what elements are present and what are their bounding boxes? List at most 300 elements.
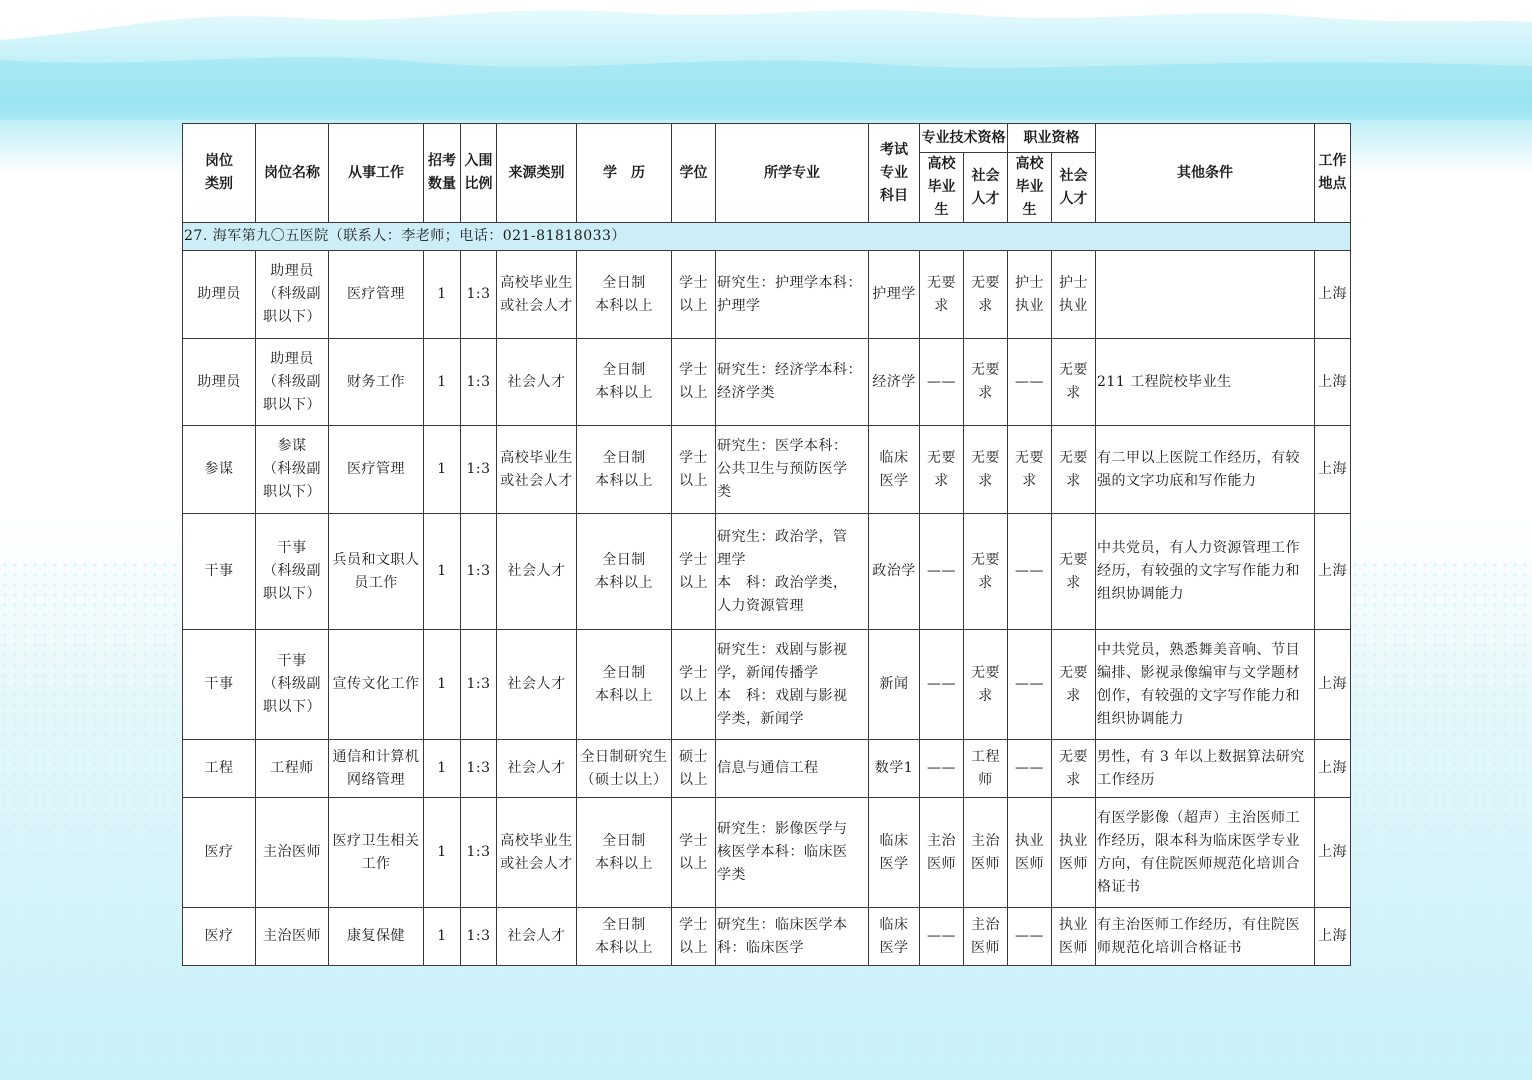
- cell-tech-social: [964, 630, 1008, 740]
- cell-line: 执业: [1015, 832, 1044, 849]
- cell-line: 研究生：临床医学本: [717, 916, 848, 933]
- cell-line: 学士: [679, 832, 708, 849]
- cell-exam: [869, 798, 920, 908]
- cell-name: [256, 908, 329, 966]
- cell-other: [1096, 251, 1315, 339]
- cell-job-social: [1052, 630, 1096, 740]
- cell-job-social: [1052, 740, 1096, 798]
- cell-line: 以上: [679, 297, 708, 314]
- cell-work: [329, 798, 424, 908]
- cell-line: 主治: [927, 832, 956, 849]
- cell-line: 临床: [879, 916, 909, 933]
- cell-line: 或社会人才: [500, 855, 573, 872]
- cell-job-social: [1052, 339, 1096, 426]
- cell-line: 中共党员，有人力资源管理工作: [1097, 540, 1300, 556]
- cell-line: 学士: [679, 664, 708, 681]
- cell-line: 无要求: [971, 449, 1000, 489]
- cell-ratio: 1:3: [461, 740, 497, 798]
- cell-line: 学士: [679, 916, 708, 933]
- cell-line: 格证书: [1097, 878, 1141, 895]
- cell-line: 学士: [679, 274, 708, 291]
- cell-tech-social: [964, 798, 1008, 908]
- cell-tech-grad: [920, 630, 964, 740]
- cell-line: 医师: [927, 855, 956, 872]
- cell-line: 男性，有 3 年以上数据算法研究: [1097, 748, 1305, 765]
- cell-line: 高校毕业生: [500, 449, 573, 466]
- cell-line: 或社会人才: [500, 472, 573, 489]
- cell-degree: [672, 514, 716, 630]
- cell-line: 职以下）: [263, 309, 321, 325]
- header-tech-grad: 高校 毕业生: [920, 153, 964, 223]
- cell-exam: [869, 630, 920, 740]
- cell-line: 医师: [1059, 855, 1088, 872]
- cell-source: [497, 908, 577, 966]
- cell-line: 数学1: [874, 760, 914, 776]
- cell-line: 本科以上: [595, 574, 653, 591]
- cell-line: 无要求: [971, 362, 1000, 401]
- cell-line: 编排、影视录像编审与文学题材: [1097, 664, 1300, 681]
- cell-major: [716, 251, 869, 339]
- cell-degree: [672, 740, 716, 798]
- cell-exam: [869, 339, 920, 426]
- header-job-grad: 高校 毕业生: [1008, 153, 1052, 223]
- cell-line: 无要: [971, 664, 1000, 681]
- cell-line: 全日制: [602, 362, 646, 378]
- cell-line: ——: [927, 760, 956, 776]
- cell-exam: [869, 426, 920, 514]
- cell-line: 或社会人才: [500, 297, 573, 314]
- cell-line: 科：临床医学: [717, 939, 804, 956]
- cell-work: [329, 251, 424, 339]
- cell-line: 无要求: [1059, 664, 1088, 704]
- cell-line: 经济学: [872, 373, 916, 390]
- cell-line: 工作经历: [1097, 771, 1155, 788]
- cell-work: [329, 426, 424, 514]
- cell-count: 1: [424, 740, 461, 798]
- cell-job-grad: [1008, 740, 1052, 798]
- cell-line: 以上: [679, 472, 708, 489]
- cell-line: 211 工程院校毕业生: [1097, 373, 1232, 390]
- cell-line: 工作: [361, 855, 391, 872]
- cell-job-grad: [1008, 798, 1052, 908]
- recruitment-table-container: [182, 123, 1350, 966]
- cell-education: [577, 798, 672, 908]
- cell-line: 硕士: [679, 748, 708, 765]
- cell-major: [716, 630, 869, 740]
- cell-line: 护士: [1015, 274, 1044, 291]
- cell-line: 社会人才: [507, 373, 566, 390]
- cell-job-social: [1052, 251, 1096, 339]
- cell-job-grad: [1008, 630, 1052, 740]
- header-education: 学 历: [577, 124, 672, 223]
- cell-line: 无要求: [971, 274, 1000, 314]
- cell-degree: [672, 630, 716, 740]
- cell-line: 信息与通信工程: [717, 760, 819, 776]
- cell-job-grad: [1008, 514, 1052, 630]
- cell-work: [329, 514, 424, 630]
- cell-line: 本科以上: [595, 687, 653, 704]
- cell-tech-grad: [920, 514, 964, 630]
- table-row: [183, 514, 1351, 630]
- cell-category: 助理员: [183, 339, 256, 426]
- cell-name: [256, 630, 329, 740]
- cell-source: [497, 630, 577, 740]
- cell-line: 本 科：戏剧与影视: [717, 687, 848, 704]
- cell-education: [577, 740, 672, 798]
- cell-exam: [869, 514, 920, 630]
- cell-education: [577, 251, 672, 339]
- cell-line: 组织协调能力: [1097, 586, 1184, 602]
- cell-line: 方向，有住院医师规范化培训合: [1097, 855, 1300, 872]
- cell-line: 通信和计算机: [332, 748, 420, 765]
- cell-other: [1096, 426, 1315, 514]
- header-work: 从事工作: [329, 124, 424, 223]
- cell-line: 干事: [277, 653, 307, 669]
- cell-line: 作经历，限本科为临床医学专业: [1097, 832, 1300, 849]
- header-source: 来源类别: [497, 124, 577, 223]
- cell-major: [716, 514, 869, 630]
- cell-name: [256, 251, 329, 339]
- cell-line: 临床: [879, 832, 909, 849]
- cell-line: 新闻: [879, 676, 909, 692]
- cell-degree: [672, 908, 716, 966]
- cell-line: 学士: [679, 551, 708, 568]
- cell-line: 主治医师: [263, 844, 321, 860]
- header-major: 所学专业: [716, 124, 869, 223]
- cell-line: 本科以上: [595, 385, 653, 401]
- cell-line: 中共党员，熟悉舞美音响、节目: [1097, 641, 1300, 658]
- cell-degree: [672, 251, 716, 339]
- cell-source: [497, 251, 577, 339]
- cell-category: 参谋: [183, 426, 256, 514]
- cell-job-social: [1052, 798, 1096, 908]
- cell-line: 经济学类: [717, 385, 775, 401]
- cell-line: （硕士以上）: [580, 771, 668, 788]
- cell-education: [577, 908, 672, 966]
- cell-line: 强的文字功底和写作能力: [1097, 472, 1257, 489]
- cell-line: （科级副: [263, 373, 321, 390]
- cell-line: 执业: [1015, 297, 1044, 314]
- cell-line: 职以下）: [263, 396, 321, 413]
- cell-line: 社会人才: [507, 676, 566, 692]
- cell-line: 学类: [717, 867, 746, 883]
- cell-line: 社会人才: [507, 563, 566, 579]
- cell-line: 全日制: [602, 551, 646, 568]
- cell-line: 护理学: [872, 286, 916, 302]
- cell-line: 全日制: [602, 274, 646, 291]
- cell-line: 核医学本科：临床医: [717, 844, 848, 860]
- cell-line: 临床: [879, 449, 909, 466]
- cell-line: 以上: [679, 771, 708, 788]
- cell-job-grad: [1008, 426, 1052, 514]
- cell-line: 理学: [717, 551, 746, 568]
- cell-degree: [672, 798, 716, 908]
- cell-line: ——: [927, 928, 956, 944]
- cell-line: 财务工作: [347, 373, 405, 390]
- cell-source: [497, 798, 577, 908]
- cell-line: 全日制: [602, 449, 646, 466]
- cell-count: 1: [424, 339, 461, 426]
- cell-count: 1: [424, 630, 461, 740]
- cell-line: （科级副: [263, 563, 321, 579]
- cell-location: 上海: [1315, 908, 1351, 966]
- cell-other: [1096, 339, 1315, 426]
- cell-tech-grad: [920, 908, 964, 966]
- cell-line: 职以下）: [263, 484, 321, 500]
- table-row: [183, 426, 1351, 514]
- cell-line: ——: [1015, 373, 1044, 390]
- cell-line: 无要求: [971, 551, 1000, 591]
- cell-work: [329, 740, 424, 798]
- cell-line: 社会人才: [507, 928, 566, 944]
- cell-education: [577, 426, 672, 514]
- cell-tech-grad: [920, 426, 964, 514]
- header-count: 招考 数量: [424, 124, 461, 223]
- header-category: 岗位 类别: [183, 124, 256, 223]
- cell-line: 公共卫生与预防医学: [717, 461, 848, 477]
- cell-job-social: [1052, 514, 1096, 630]
- cell-line: 助理员: [270, 350, 314, 367]
- cell-line: 康复保健: [347, 928, 405, 944]
- cell-line: 助理员: [270, 263, 314, 279]
- cell-line: 研究生：经济学本科：: [717, 362, 862, 378]
- cell-name: [256, 426, 329, 514]
- cell-job-grad: [1008, 339, 1052, 426]
- cell-location: 上海: [1315, 798, 1351, 908]
- table-row: [183, 798, 1351, 908]
- cell-line: 主治医师: [263, 928, 321, 944]
- cell-line: 有主治医师工作经历，有住院医: [1097, 916, 1300, 933]
- cell-line: 政治学: [872, 563, 916, 579]
- cell-line: 师规范化培训合格证书: [1097, 939, 1242, 956]
- cell-line: 工程师: [270, 760, 314, 776]
- cell-line: 无要求: [1015, 449, 1044, 489]
- cell-line: 高校毕业生: [500, 274, 573, 291]
- cell-line: （科级副: [263, 676, 321, 692]
- cell-line: 无要求: [1059, 449, 1088, 489]
- cell-ratio: 1:3: [461, 426, 497, 514]
- cell-line: 以上: [679, 687, 708, 704]
- cell-line: 员工作: [354, 574, 398, 591]
- cell-line: 本科以上: [595, 855, 653, 872]
- cell-line: 护理学: [717, 297, 761, 314]
- cell-line: 类: [717, 484, 732, 500]
- cell-count: 1: [424, 426, 461, 514]
- header-tech-social: 社会 人才: [964, 153, 1008, 223]
- cell-category: 医疗: [183, 908, 256, 966]
- cell-line: 医学: [879, 855, 909, 872]
- header-name: 岗位名称: [256, 124, 329, 223]
- cell-other: [1096, 908, 1315, 966]
- cell-source: [497, 339, 577, 426]
- cell-line: 研究生：医学本科：: [717, 438, 848, 454]
- cell-line: ——: [1015, 676, 1044, 692]
- cell-tech-social: [964, 514, 1008, 630]
- cell-major: [716, 908, 869, 966]
- header-job-social: 社会 人才: [1052, 153, 1096, 223]
- cell-tech-social: [964, 426, 1008, 514]
- cell-ratio: 1:3: [461, 798, 497, 908]
- cell-line: 研究生：戏剧与影视: [717, 641, 848, 658]
- cell-line: 主治: [971, 916, 1000, 933]
- organization-label: 27. 海军第九〇五医院（联系人：李老师；电话：021-81818033）: [183, 223, 1351, 251]
- cell-work: [329, 908, 424, 966]
- cell-line: 有二甲以上医院工作经历，有较: [1097, 449, 1300, 466]
- cell-line: 医师: [1015, 855, 1044, 872]
- cell-line: 以上: [679, 574, 708, 591]
- cell-exam: [869, 908, 920, 966]
- cell-tech-social: [964, 339, 1008, 426]
- cell-line: 全日制研究生: [580, 748, 668, 765]
- cell-line: 兵员和文职人: [332, 551, 420, 568]
- cell-line: 宣传文化工作: [332, 676, 420, 692]
- cell-line: 医疗管理: [347, 461, 405, 477]
- cell-line: 护士: [1059, 274, 1088, 291]
- cell-tech-grad: [920, 339, 964, 426]
- cell-other: [1096, 798, 1315, 908]
- cell-exam: [869, 251, 920, 339]
- cell-tech-grad: [920, 798, 964, 908]
- cell-degree: [672, 426, 716, 514]
- cell-name: [256, 798, 329, 908]
- cell-line: 学士: [679, 449, 708, 466]
- cell-line: ——: [927, 563, 956, 579]
- cell-line: 学，新闻传播学: [717, 664, 819, 681]
- cell-line: 医师: [971, 939, 1000, 956]
- cell-other: [1096, 514, 1315, 630]
- cell-line: （科级副: [263, 286, 321, 302]
- cell-tech-social: [964, 740, 1008, 798]
- table-row: [183, 740, 1351, 798]
- cell-location: 上海: [1315, 426, 1351, 514]
- cell-major: [716, 426, 869, 514]
- cell-line: 本科以上: [595, 472, 653, 489]
- cell-line: 学类，新闻学: [717, 710, 804, 727]
- cell-category: 医疗: [183, 798, 256, 908]
- cell-line: 执业: [1059, 832, 1088, 849]
- cell-line: 研究生：影像医学与: [717, 821, 848, 837]
- cell-ratio: 1:3: [461, 908, 497, 966]
- header-tech-qual: 专业技术资格: [920, 124, 1008, 153]
- cell-major: [716, 740, 869, 798]
- cell-line: 职以下）: [263, 586, 321, 602]
- cell-line: 医师: [1059, 939, 1088, 956]
- cell-line: 有医学影像（超声）主治医师工: [1097, 809, 1300, 826]
- cell-exam: [869, 740, 920, 798]
- cell-ratio: 1:3: [461, 630, 497, 740]
- cell-source: [497, 514, 577, 630]
- cell-major: [716, 798, 869, 908]
- cell-line: 求: [978, 687, 993, 704]
- cell-line: 研究生：护理学本科：: [717, 274, 862, 291]
- cell-line: 医学: [879, 939, 909, 956]
- cell-count: 1: [424, 908, 461, 966]
- cell-ratio: 1:3: [461, 251, 497, 339]
- cell-line: ——: [927, 676, 956, 692]
- cell-line: 本 科：政治学类，: [717, 574, 848, 591]
- cell-line: 创作，有较强的文字写作能力和: [1097, 687, 1300, 704]
- cell-source: [497, 426, 577, 514]
- cell-location: 上海: [1315, 514, 1351, 630]
- cell-line: 高校毕业生: [500, 832, 573, 849]
- cell-location: 上海: [1315, 251, 1351, 339]
- header-other: 其他条件: [1096, 124, 1315, 223]
- cell-line: 主治: [971, 832, 1000, 849]
- cell-degree: [672, 339, 716, 426]
- table-row: [183, 630, 1351, 740]
- cell-tech-social: [964, 908, 1008, 966]
- cell-ratio: 1:3: [461, 514, 497, 630]
- cell-category: 干事: [183, 630, 256, 740]
- header-exam: 考试 专业 科目: [869, 124, 920, 223]
- cell-line: 医疗卫生相关: [332, 832, 420, 849]
- cell-line: ——: [927, 373, 956, 390]
- cell-count: 1: [424, 251, 461, 339]
- cell-name: [256, 740, 329, 798]
- cell-education: [577, 514, 672, 630]
- header-degree: 学位: [672, 124, 716, 223]
- cell-job-grad: [1008, 251, 1052, 339]
- cell-line: ——: [1015, 928, 1044, 944]
- cell-category: 工程: [183, 740, 256, 798]
- cell-line: 无要求: [1059, 551, 1088, 591]
- cell-education: [577, 339, 672, 426]
- cell-line: 无要求: [1059, 748, 1088, 788]
- cell-tech-grad: [920, 251, 964, 339]
- cell-name: [256, 514, 329, 630]
- cell-line: ——: [1015, 563, 1044, 579]
- cell-count: 1: [424, 798, 461, 908]
- cell-line: （科级副: [263, 461, 321, 477]
- cell-line: 医学: [879, 472, 909, 489]
- cell-line: 组织协调能力: [1097, 710, 1184, 727]
- cell-job-grad: [1008, 908, 1052, 966]
- cell-line: 本科以上: [595, 939, 653, 956]
- cell-line: 本科以上: [595, 297, 653, 314]
- table-row: [183, 908, 1351, 966]
- cell-line: 研究生：政治学，管: [717, 528, 848, 545]
- cell-line: 全日制: [602, 832, 646, 849]
- cell-line: 社会人才: [507, 760, 566, 776]
- table-row: [183, 339, 1351, 426]
- cell-tech-grad: [920, 740, 964, 798]
- cell-line: 医疗管理: [347, 286, 405, 302]
- cell-job-social: [1052, 426, 1096, 514]
- cell-line: 以上: [679, 939, 708, 956]
- cell-location: 上海: [1315, 630, 1351, 740]
- table-row: [183, 251, 1351, 339]
- cell-other: [1096, 740, 1315, 798]
- cell-line: 无要求: [927, 449, 956, 489]
- cell-category: 干事: [183, 514, 256, 630]
- organization-row: [183, 223, 1351, 251]
- cell-line: 执业: [1059, 297, 1088, 314]
- cell-category: 助理员: [183, 251, 256, 339]
- cell-line: 网络管理: [347, 771, 405, 788]
- cell-location: 上海: [1315, 740, 1351, 798]
- cell-work: [329, 339, 424, 426]
- cell-tech-social: [964, 251, 1008, 339]
- cell-line: 执业: [1059, 916, 1088, 933]
- cell-line: 经历，有较强的文字写作能力和: [1097, 563, 1300, 579]
- cell-source: [497, 740, 577, 798]
- cell-work: [329, 630, 424, 740]
- cell-line: 工程师: [971, 748, 1000, 788]
- cell-education: [577, 630, 672, 740]
- cell-line: 参谋: [277, 438, 307, 454]
- cell-line: 医师: [971, 855, 1000, 872]
- header-job-qual: 职业资格: [1008, 124, 1096, 153]
